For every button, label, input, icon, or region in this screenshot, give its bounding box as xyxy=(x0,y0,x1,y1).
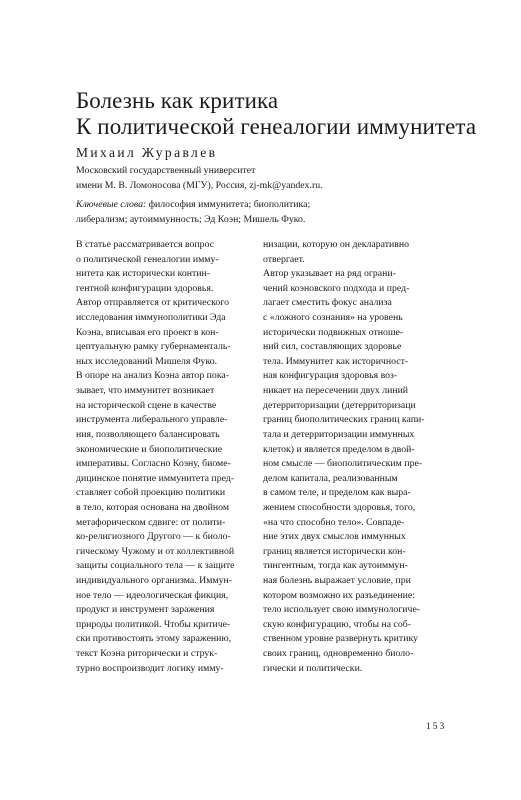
abstract-line: гентной конфигурации здоровья. xyxy=(76,282,214,294)
abstract-line: в тело, которая основана на двойном xyxy=(76,501,230,513)
article-title xyxy=(76,88,476,140)
keywords-line-1 xyxy=(76,197,310,212)
abstract-line: границ биополитических границ капи- xyxy=(263,414,425,426)
abstract-line: императивы. Согласно Коэну, биоме- xyxy=(76,458,231,470)
abstract-line: цептуальную рамку губернаменталь- xyxy=(76,341,231,353)
abstract-line: ний сил, составляющих здоровье xyxy=(263,341,402,353)
abstract-line: экономические и биополитические xyxy=(76,443,223,455)
abstract-line: гическому Чужому и от коллективной xyxy=(76,545,235,557)
abstract-line: нитета как исторически контин- xyxy=(76,268,211,280)
abstract-line: тела. Иммунитет как историчност- xyxy=(263,355,409,367)
abstract-line: В опоре на анализ Коэна автор пока- xyxy=(76,370,230,382)
abstract-line: ние этих двух смыслов иммунных xyxy=(263,531,406,543)
article-subtitle: К политической генеалогии иммунитета xyxy=(76,114,477,139)
abstract-line: котором возможно их разъединение: xyxy=(263,589,415,601)
abstract-line: ная конфигурация здоровья воз- xyxy=(263,370,398,382)
abstract-column-right xyxy=(263,238,424,676)
keywords-block xyxy=(76,197,310,227)
abstract-line: о политической генеалогии имму- xyxy=(76,253,219,265)
abstract-line: тала и детерриторизации иммунных xyxy=(263,428,415,440)
abstract-line: ная болезнь выражает условие, при xyxy=(263,575,411,587)
abstract-line: никает на пересечении двух линий xyxy=(263,385,409,397)
affiliation-line-2: имени М. В. Ломоносова (МГУ), Россия, zj-mk@yandex.ru. xyxy=(76,180,323,191)
abstract-line: метафорическом сдвиге: от полити- xyxy=(76,516,226,528)
abstract-line: чений коэновского подхода и пред- xyxy=(263,282,410,294)
author-name: Михаил Журавлев xyxy=(76,145,218,160)
abstract-line: индивидуального организма. Иммун- xyxy=(76,575,233,587)
abstract-line: в самом теле, и пределом как выра- xyxy=(263,487,411,499)
abstract-line: продукт и инструмент заражения xyxy=(76,604,215,616)
abstract-line: дицинское понятие иммунитета пред- xyxy=(76,472,235,484)
abstract-line: Автор указывает на ряд ограни- xyxy=(263,268,396,280)
abstract-line: инструмента либерального управле- xyxy=(76,414,228,426)
abstract-line: ных исследований Мишеля Фуко. xyxy=(76,355,218,367)
abstract-line: «на что способно тело». Совпаде- xyxy=(263,516,405,528)
abstract-line: ставляет собой проекцию политики xyxy=(76,487,226,499)
abstract-line: делом капитала, реализованным xyxy=(263,472,398,484)
abstract-line: текст Коэна риторически и струк- xyxy=(76,648,218,660)
abstract-line: клеток) и является пределом в двой- xyxy=(263,443,415,455)
abstract-line: отвергает. xyxy=(263,253,305,265)
abstract-line: природы политикой. Чтобы критиче- xyxy=(76,618,231,630)
abstract-line: ном смысле — биополитическим пре- xyxy=(263,458,423,470)
abstract-line: ственном уровне развернуть критику xyxy=(263,633,418,645)
keywords-text-2: либерализм; аутоиммунность; Эд Коэн; Мишель Фуко. xyxy=(76,214,306,225)
abstract-line: исторически подвижных отноше- xyxy=(263,326,404,338)
abstract-line: ное тело — идеологическая фикция, xyxy=(76,589,229,601)
keywords-text-1: философия иммунитета; биополитика; xyxy=(146,199,311,210)
affiliation-line-1: Московский государственный университет xyxy=(76,165,256,176)
abstract-line: зывает, что иммунитет возникает xyxy=(76,385,215,397)
abstract-line: на исторической сцене в качестве xyxy=(76,399,217,411)
abstract-line: ски противостоять этому заражению, xyxy=(76,633,232,645)
page-number: 153 xyxy=(426,722,447,732)
abstract-line: тингентным, тогда как аутоиммун- xyxy=(263,560,408,572)
abstract-line: границ является исторически кон- xyxy=(263,545,406,557)
abstract-line: своих границ, одновременно биоло- xyxy=(263,648,414,660)
article-title-main: Болезнь как критика xyxy=(76,88,279,113)
abstract-line: тело использует свою иммунологиче- xyxy=(263,604,421,616)
abstract-line: турно воспроизводит логику имму- xyxy=(76,662,224,674)
abstract-line: детерриторизации (детерриторизаци xyxy=(263,399,416,411)
author-affiliation xyxy=(76,163,323,193)
abstract-line: ния, позволяющего балансировать xyxy=(76,428,220,440)
abstract-line: низации, которую он декларативно xyxy=(263,239,410,250)
abstract-line: ко-религиозного Другого — к биоло- xyxy=(76,531,231,543)
abstract-line: лагает сместить фокус анализа xyxy=(263,297,392,309)
abstract-line: защиты социального тела — к защите xyxy=(76,560,235,572)
abstract-line: Автор отправляется от критического xyxy=(76,297,229,309)
abstract-line: с «ложного сознания» на уровень xyxy=(263,312,403,324)
keywords-label: Ключевые слова: xyxy=(76,199,147,210)
abstract-column-left xyxy=(76,238,235,676)
abstract-line: Коэна, вписывая его проект в кон- xyxy=(76,326,219,338)
abstract-line: В статье рассматривается вопрос xyxy=(76,239,215,250)
abstract-line: жением способности здоровья, того, xyxy=(263,501,416,513)
abstract-line: скую конфигурацию, чтобы на соб- xyxy=(263,618,412,630)
abstract-line: гически и политически. xyxy=(263,662,363,674)
abstract-line: исследования иммунополитики Эда xyxy=(76,312,226,324)
